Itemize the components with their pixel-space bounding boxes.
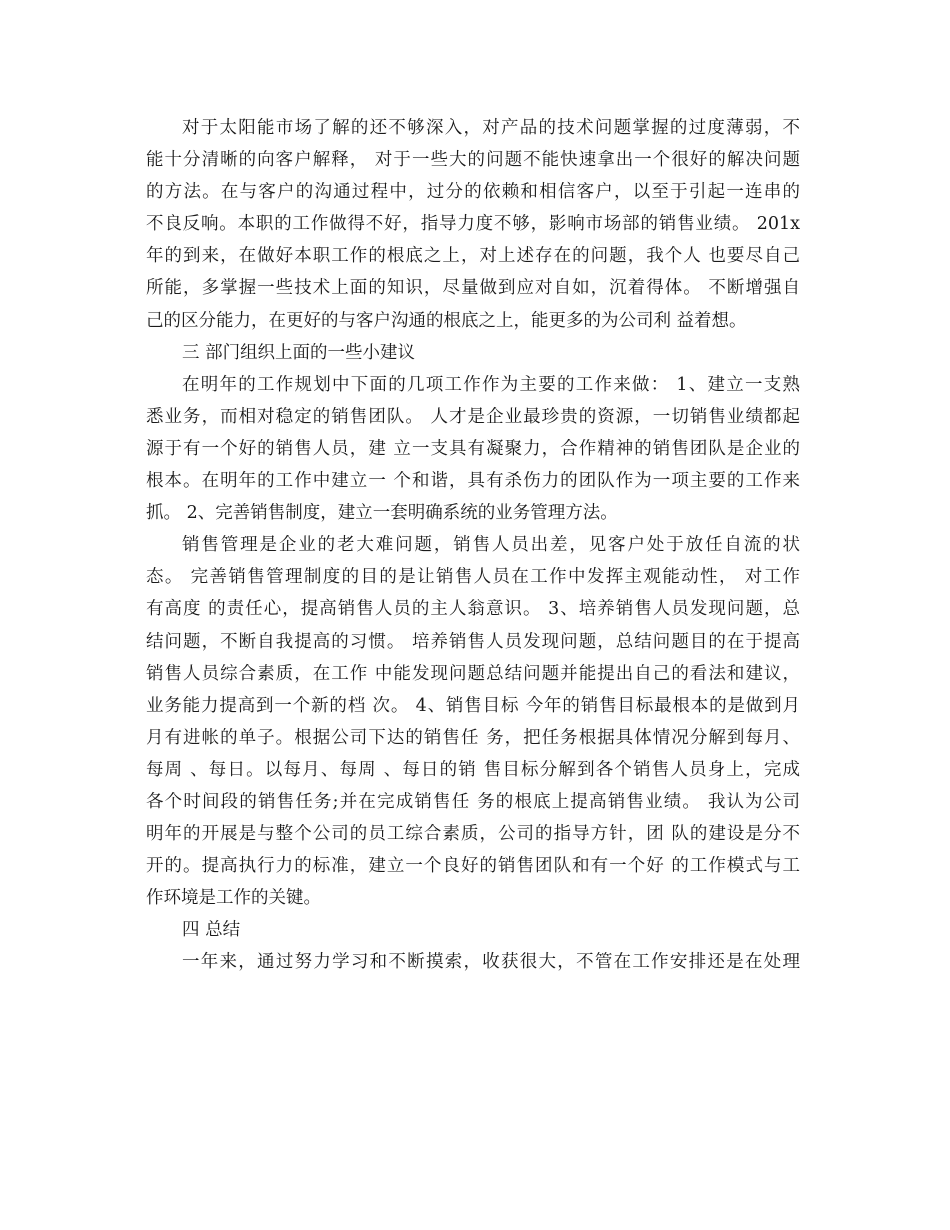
text-line: 销售管理是企业的老大难问题，销售人员出差，见客户处于放任自流的状 (182, 535, 800, 556)
text-line: 悉业务，而相对稳定的销售团队。 人才是企业最珍贵的资源，一切销售业绩都起 (146, 406, 800, 427)
document-body (146, 112, 800, 979)
text-line: 销售人员综合素质，在工作 中能发现问题总结问题并能提出自己的看法和建议， (146, 663, 800, 684)
text-line: 己的区分能力，在更好的与客户沟通的根底之上，能更多的为公司利 益着想。 (146, 310, 747, 331)
text-line: 所能，多掌握一些技术上面的知识，尽量做到应对自如，沉着得体。 不断增强自 (146, 278, 800, 299)
text-line: 月有进帐的单子。根据公司下达的销售任 务，把任务根据具体情况分解到每月、 (146, 727, 800, 748)
text-line: 年的到来，在做好本职工作的根底之上，对上述存在的问题，我个人 也要尽自己 (146, 246, 800, 267)
text-line: 业务能力提高到一个新的档 次。 4、销售目标 今年的销售目标最根本的是做到月 (146, 695, 800, 716)
text-line: 明年的开展是与整个公司的员工综合素质，公司的指导方针，团 队的建设是分不 (146, 824, 800, 845)
text-line: 四 总结 (182, 920, 241, 941)
text-line: 态。 完善销售管理制度的目的是让销售人员在工作中发挥主观能动性， 对工作 (146, 567, 800, 588)
text-line: 一年来，通过努力学习和不断摸索，收获很大，不管在工作安排还是在处理 (182, 952, 800, 973)
text-line: 在明年的工作规划中下面的几项工作作为主要的工作来做： 1、建立一支熟 (182, 374, 800, 395)
text-line: 作环境是工作的关键。 (146, 888, 321, 909)
text-line: 结问题，不断自我提高的习惯。 培养销售人员发现问题，总结问题目的在于提高 (146, 631, 800, 652)
text-line: 各个时间段的销售任务;并在完成销售任 务的根底上提高销售业绩。 我认为公司 (146, 791, 800, 812)
text-line: 能十分清晰的向客户解释， 对于一些大的问题不能快速拿出一个很好的解决问题 (146, 150, 800, 171)
text-line: 三 部门组织上面的一些小建议 (182, 342, 416, 363)
text-line: 不良反响。本职的工作做得不好，指导力度不够，影响市场部的销售业绩。 201x (146, 214, 800, 235)
text-line: 抓。 2、完善销售制度，建立一套明确系统的业务管理方法。 (146, 503, 618, 524)
text-line: 每周 、每日。以每月、每周 、每日的销 售目标分解到各个销售人员身上，完成 (146, 759, 800, 780)
text-line: 有高度 的责任心，提高销售人员的主人翁意识。 3、培养销售人员发现问题，总 (146, 599, 800, 620)
text-line: 开的。提高执行力的标准，建立一个良好的销售团队和有一个好 的工作模式与工 (146, 856, 800, 877)
text-line: 根本。在明年的工作中建立一 个和谐，具有杀伤力的团队作为一项主要的工作来 (146, 471, 800, 492)
text-line: 源于有一个好的销售人员，建 立一支具有凝聚力，合作精神的销售团队是企业的 (146, 438, 800, 459)
text-line: 对于太阳能市场了解的还不够深入，对产品的技术问题掌握的过度薄弱，不 (182, 118, 800, 138)
text-line: 的方法。在与客户的沟通过程中，过分的依赖和相信客户，以至于引起一连串的 (146, 182, 800, 203)
